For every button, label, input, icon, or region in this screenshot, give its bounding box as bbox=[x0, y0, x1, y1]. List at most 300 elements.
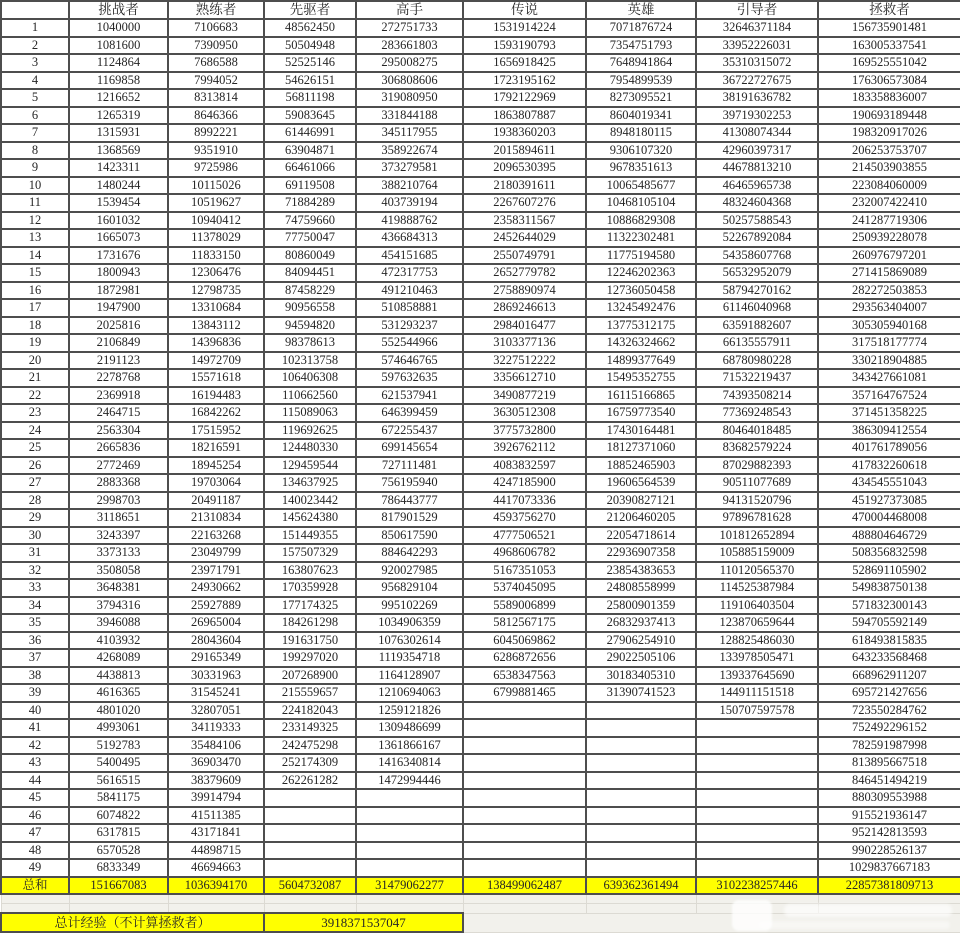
cell: 252174309 bbox=[264, 754, 356, 772]
row-number-cell: 13 bbox=[1, 229, 69, 247]
cell: 8313814 bbox=[168, 89, 264, 107]
cell: 33952226031 bbox=[696, 37, 818, 55]
cell: 528691105902 bbox=[818, 562, 960, 580]
sum-cell: 639362361494 bbox=[586, 877, 696, 895]
cell: 723550284762 bbox=[818, 702, 960, 720]
cell: 343427661081 bbox=[818, 369, 960, 387]
cell: 3946088 bbox=[69, 614, 168, 632]
gap-cell bbox=[168, 904, 264, 914]
cell: 1029837667183 bbox=[818, 859, 960, 877]
row-number-cell: 16 bbox=[1, 282, 69, 300]
row-number-cell: 38 bbox=[1, 667, 69, 685]
cell: 43171841 bbox=[168, 824, 264, 842]
row-number-cell: 17 bbox=[1, 299, 69, 317]
row-number-cell: 1 bbox=[1, 19, 69, 37]
row-number-cell: 48 bbox=[1, 842, 69, 860]
cell: 106406308 bbox=[264, 369, 356, 387]
table-row bbox=[1, 404, 960, 422]
cell: 128825486030 bbox=[696, 632, 818, 650]
row-number-cell: 19 bbox=[1, 334, 69, 352]
cell: 574646765 bbox=[356, 352, 463, 370]
cell: 2563304 bbox=[69, 422, 168, 440]
row-number-cell: 5 bbox=[1, 89, 69, 107]
cell: 32646371184 bbox=[696, 19, 818, 37]
cell: 6317815 bbox=[69, 824, 168, 842]
cell: 1265319 bbox=[69, 107, 168, 125]
cell: 25927889 bbox=[168, 597, 264, 615]
row-number-cell: 40 bbox=[1, 702, 69, 720]
cell bbox=[463, 789, 586, 807]
cell: 224182043 bbox=[264, 702, 356, 720]
cell: 2998703 bbox=[69, 492, 168, 510]
table-row bbox=[1, 317, 960, 335]
table-row bbox=[1, 229, 960, 247]
cell: 150707597578 bbox=[696, 702, 818, 720]
cell: 21310834 bbox=[168, 509, 264, 527]
cell: 114525387984 bbox=[696, 579, 818, 597]
row-number-cell: 44 bbox=[1, 772, 69, 790]
cell: 66135557911 bbox=[696, 334, 818, 352]
table-row bbox=[1, 299, 960, 317]
cell: 170359928 bbox=[264, 579, 356, 597]
cell: 5192783 bbox=[69, 737, 168, 755]
cell: 813895667518 bbox=[818, 754, 960, 772]
cell: 6799881465 bbox=[463, 684, 586, 702]
cell bbox=[696, 754, 818, 772]
cell: 6538347563 bbox=[463, 667, 586, 685]
cell: 436684313 bbox=[356, 229, 463, 247]
cell: 2464715 bbox=[69, 404, 168, 422]
row-number-cell: 34 bbox=[1, 597, 69, 615]
cell: 12306476 bbox=[168, 264, 264, 282]
cell: 358922674 bbox=[356, 142, 463, 160]
grand-total-empty bbox=[463, 913, 960, 932]
cell: 1216652 bbox=[69, 89, 168, 107]
cell bbox=[696, 737, 818, 755]
sum-label: 总和 bbox=[1, 877, 69, 895]
cell bbox=[463, 807, 586, 825]
cell: 169525551042 bbox=[818, 54, 960, 72]
cell: 52267892084 bbox=[696, 229, 818, 247]
cell: 282272503853 bbox=[818, 282, 960, 300]
gap-row bbox=[1, 904, 960, 914]
cell: 7390950 bbox=[168, 37, 264, 55]
cell: 1040000 bbox=[69, 19, 168, 37]
table-row bbox=[1, 614, 960, 632]
cell: 110662560 bbox=[264, 387, 356, 405]
cell: 262261282 bbox=[264, 772, 356, 790]
cell: 12736050458 bbox=[586, 282, 696, 300]
row-number-cell: 46 bbox=[1, 807, 69, 825]
row-number-cell: 39 bbox=[1, 684, 69, 702]
cell: 727111481 bbox=[356, 457, 463, 475]
cell: 510858881 bbox=[356, 299, 463, 317]
table-row bbox=[1, 562, 960, 580]
cell: 1076302614 bbox=[356, 632, 463, 650]
cell: 2550749791 bbox=[463, 247, 586, 265]
cell bbox=[264, 807, 356, 825]
cell: 177174325 bbox=[264, 597, 356, 615]
row-number-cell: 32 bbox=[1, 562, 69, 580]
gap-row bbox=[1, 894, 960, 904]
grand-total-row bbox=[1, 913, 960, 932]
cell: 145624380 bbox=[264, 509, 356, 527]
cell: 5616515 bbox=[69, 772, 168, 790]
cell: 317518177774 bbox=[818, 334, 960, 352]
cell: 30331963 bbox=[168, 667, 264, 685]
cell: 18127371060 bbox=[586, 439, 696, 457]
cell: 915521936147 bbox=[818, 807, 960, 825]
sum-cell: 22857381809713 bbox=[818, 877, 960, 895]
cell: 83682579224 bbox=[696, 439, 818, 457]
cell: 22163268 bbox=[168, 527, 264, 545]
gap-cell bbox=[463, 894, 586, 904]
cell: 10065485677 bbox=[586, 177, 696, 195]
cell: 3243397 bbox=[69, 527, 168, 545]
cell: 3490877219 bbox=[463, 387, 586, 405]
cell: 94131520796 bbox=[696, 492, 818, 510]
cell: 10519627 bbox=[168, 194, 264, 212]
cell bbox=[586, 824, 696, 842]
cell: 26832937413 bbox=[586, 614, 696, 632]
cell: 80860049 bbox=[264, 247, 356, 265]
cell: 214503903855 bbox=[818, 159, 960, 177]
cell: 176306573084 bbox=[818, 72, 960, 90]
cell: 597632635 bbox=[356, 369, 463, 387]
row-number-cell: 4 bbox=[1, 72, 69, 90]
cell: 54358607768 bbox=[696, 247, 818, 265]
cell bbox=[264, 789, 356, 807]
row-number-cell: 36 bbox=[1, 632, 69, 650]
cell: 357164767524 bbox=[818, 387, 960, 405]
cell bbox=[463, 772, 586, 790]
cell: 183358836007 bbox=[818, 89, 960, 107]
cell: 16115166865 bbox=[586, 387, 696, 405]
cell: 618493815835 bbox=[818, 632, 960, 650]
cell: 643233568468 bbox=[818, 649, 960, 667]
cell: 250939228078 bbox=[818, 229, 960, 247]
cell: 38379609 bbox=[168, 772, 264, 790]
table-row bbox=[1, 772, 960, 790]
cell: 306808606 bbox=[356, 72, 463, 90]
cell bbox=[356, 859, 463, 877]
cell: 3356612710 bbox=[463, 369, 586, 387]
cell: 101812652894 bbox=[696, 527, 818, 545]
cell: 215559657 bbox=[264, 684, 356, 702]
table-row bbox=[1, 282, 960, 300]
cell bbox=[586, 719, 696, 737]
row-number-cell: 14 bbox=[1, 247, 69, 265]
table-row bbox=[1, 124, 960, 142]
cell: 4247185900 bbox=[463, 474, 586, 492]
grand-total-value: 3918371537047 bbox=[264, 913, 463, 932]
cell: 850617590 bbox=[356, 527, 463, 545]
cell bbox=[586, 737, 696, 755]
table-row bbox=[1, 89, 960, 107]
cell: 9351910 bbox=[168, 142, 264, 160]
cell: 1863807887 bbox=[463, 107, 586, 125]
table-row bbox=[1, 194, 960, 212]
cell: 646399459 bbox=[356, 404, 463, 422]
cell: 884642293 bbox=[356, 544, 463, 562]
column-header: 先驱者 bbox=[264, 1, 356, 19]
cell: 50257588543 bbox=[696, 212, 818, 230]
cell: 8948180115 bbox=[586, 124, 696, 142]
gap-cell bbox=[168, 894, 264, 904]
cell bbox=[696, 842, 818, 860]
table-row bbox=[1, 369, 960, 387]
cell: 119106403504 bbox=[696, 597, 818, 615]
cell: 1800943 bbox=[69, 264, 168, 282]
table-row bbox=[1, 509, 960, 527]
cell: 401761789056 bbox=[818, 439, 960, 457]
cell: 8273095521 bbox=[586, 89, 696, 107]
cell: 2358311567 bbox=[463, 212, 586, 230]
cell: 71532219437 bbox=[696, 369, 818, 387]
row-number-cell: 30 bbox=[1, 527, 69, 545]
grand-total-label: 总计经验（不计算拯救者） bbox=[1, 913, 264, 932]
cell: 156735901481 bbox=[818, 19, 960, 37]
table-row bbox=[1, 754, 960, 772]
cell: 46694663 bbox=[168, 859, 264, 877]
cell: 19606564539 bbox=[586, 474, 696, 492]
cell: 4593756270 bbox=[463, 509, 586, 527]
cell bbox=[264, 859, 356, 877]
cell: 319080950 bbox=[356, 89, 463, 107]
cell: 1731676 bbox=[69, 247, 168, 265]
table-row bbox=[1, 789, 960, 807]
cell: 28043604 bbox=[168, 632, 264, 650]
table-row bbox=[1, 212, 960, 230]
cell bbox=[696, 719, 818, 737]
cell: 2106849 bbox=[69, 334, 168, 352]
cell: 124480330 bbox=[264, 439, 356, 457]
table-row bbox=[1, 544, 960, 562]
cell: 4438813 bbox=[69, 667, 168, 685]
cell: 23049799 bbox=[168, 544, 264, 562]
cell: 7354751793 bbox=[586, 37, 696, 55]
cell: 3648381 bbox=[69, 579, 168, 597]
cell: 41511385 bbox=[168, 807, 264, 825]
cell: 920027985 bbox=[356, 562, 463, 580]
cell: 23971791 bbox=[168, 562, 264, 580]
cell: 233149325 bbox=[264, 719, 356, 737]
cell: 16194483 bbox=[168, 387, 264, 405]
cell: 260976797201 bbox=[818, 247, 960, 265]
cell: 223084060009 bbox=[818, 177, 960, 195]
cell: 133978505471 bbox=[696, 649, 818, 667]
cell: 1665073 bbox=[69, 229, 168, 247]
cell: 13843112 bbox=[168, 317, 264, 335]
cell bbox=[463, 754, 586, 772]
cell: 52525146 bbox=[264, 54, 356, 72]
cell: 8604019341 bbox=[586, 107, 696, 125]
cell: 97896781628 bbox=[696, 509, 818, 527]
gap-cell bbox=[356, 904, 463, 914]
cell: 2758890974 bbox=[463, 282, 586, 300]
row-number-cell: 42 bbox=[1, 737, 69, 755]
cell: 11833150 bbox=[168, 247, 264, 265]
cell: 7994052 bbox=[168, 72, 264, 90]
cell: 2665836 bbox=[69, 439, 168, 457]
cell: 12246202363 bbox=[586, 264, 696, 282]
cell: 956829104 bbox=[356, 579, 463, 597]
row-number-cell: 37 bbox=[1, 649, 69, 667]
cell: 10468105104 bbox=[586, 194, 696, 212]
sum-cell: 31479062277 bbox=[356, 877, 463, 895]
cell: 4083832597 bbox=[463, 457, 586, 475]
cell: 3508058 bbox=[69, 562, 168, 580]
cell: 242475298 bbox=[264, 737, 356, 755]
cell: 2869246613 bbox=[463, 299, 586, 317]
cell: 68780980228 bbox=[696, 352, 818, 370]
cell: 35310315072 bbox=[696, 54, 818, 72]
cell: 13775312175 bbox=[586, 317, 696, 335]
cell: 9678351613 bbox=[586, 159, 696, 177]
cell: 71884289 bbox=[264, 194, 356, 212]
cell bbox=[586, 859, 696, 877]
cell: 4801020 bbox=[69, 702, 168, 720]
gap-cell bbox=[264, 904, 356, 914]
cell: 2883368 bbox=[69, 474, 168, 492]
cell bbox=[696, 859, 818, 877]
cell: 44898715 bbox=[168, 842, 264, 860]
row-number-cell: 18 bbox=[1, 317, 69, 335]
cell: 5812567175 bbox=[463, 614, 586, 632]
cell bbox=[356, 824, 463, 842]
cell: 699145654 bbox=[356, 439, 463, 457]
table-row bbox=[1, 527, 960, 545]
cell: 7686588 bbox=[168, 54, 264, 72]
cell: 817901529 bbox=[356, 509, 463, 527]
row-number-cell: 25 bbox=[1, 439, 69, 457]
cell: 199297020 bbox=[264, 649, 356, 667]
cell: 163807623 bbox=[264, 562, 356, 580]
cell: 15495352755 bbox=[586, 369, 696, 387]
table-row bbox=[1, 632, 960, 650]
table-row bbox=[1, 684, 960, 702]
row-number-cell: 3 bbox=[1, 54, 69, 72]
row-number-cell: 28 bbox=[1, 492, 69, 510]
cell: 80464018485 bbox=[696, 422, 818, 440]
cell: 2984016477 bbox=[463, 317, 586, 335]
cell: 4993061 bbox=[69, 719, 168, 737]
sum-row bbox=[1, 877, 960, 895]
cell: 94594820 bbox=[264, 317, 356, 335]
cell bbox=[264, 842, 356, 860]
gap-cell bbox=[264, 894, 356, 904]
cell: 295008275 bbox=[356, 54, 463, 72]
cell: 23854383653 bbox=[586, 562, 696, 580]
cell bbox=[586, 807, 696, 825]
cell: 30183405310 bbox=[586, 667, 696, 685]
cell: 2015894611 bbox=[463, 142, 586, 160]
cell: 594705592149 bbox=[818, 614, 960, 632]
cell: 2180391611 bbox=[463, 177, 586, 195]
cell: 184261298 bbox=[264, 614, 356, 632]
cell: 1124864 bbox=[69, 54, 168, 72]
gap-cell bbox=[69, 894, 168, 904]
sum-cell: 1036394170 bbox=[168, 877, 264, 895]
gap-cell bbox=[1, 894, 69, 904]
cell: 472317753 bbox=[356, 264, 463, 282]
cell: 50504948 bbox=[264, 37, 356, 55]
cell: 331844188 bbox=[356, 107, 463, 125]
cell: 74393508214 bbox=[696, 387, 818, 405]
cell bbox=[463, 702, 586, 720]
cell: 22054718614 bbox=[586, 527, 696, 545]
row-number-cell: 33 bbox=[1, 579, 69, 597]
gap-cell bbox=[1, 904, 69, 914]
cell bbox=[463, 859, 586, 877]
column-header: 传说 bbox=[463, 1, 586, 19]
cell: 14899377649 bbox=[586, 352, 696, 370]
cell: 77369248543 bbox=[696, 404, 818, 422]
row-number-cell: 15 bbox=[1, 264, 69, 282]
cell: 69119508 bbox=[264, 177, 356, 195]
table-row bbox=[1, 597, 960, 615]
cell: 110120565370 bbox=[696, 562, 818, 580]
cell: 491210463 bbox=[356, 282, 463, 300]
cell: 38191636782 bbox=[696, 89, 818, 107]
cell: 90956558 bbox=[264, 299, 356, 317]
cell: 417832260618 bbox=[818, 457, 960, 475]
cell: 4616365 bbox=[69, 684, 168, 702]
cell: 995102269 bbox=[356, 597, 463, 615]
cell: 3103377136 bbox=[463, 334, 586, 352]
cell: 27906254910 bbox=[586, 632, 696, 650]
table-row bbox=[1, 247, 960, 265]
table-bottom bbox=[1, 877, 960, 933]
cell: 2772469 bbox=[69, 457, 168, 475]
cell: 11378029 bbox=[168, 229, 264, 247]
cell: 1723195162 bbox=[463, 72, 586, 90]
column-header: 英雄 bbox=[586, 1, 696, 19]
cell: 1315931 bbox=[69, 124, 168, 142]
cell: 1601032 bbox=[69, 212, 168, 230]
cell bbox=[696, 772, 818, 790]
cell: 87029882393 bbox=[696, 457, 818, 475]
table-row bbox=[1, 107, 960, 125]
cell: 46465965738 bbox=[696, 177, 818, 195]
cell: 488804646729 bbox=[818, 527, 960, 545]
cell: 388210764 bbox=[356, 177, 463, 195]
cell: 13245492476 bbox=[586, 299, 696, 317]
cell: 2652779782 bbox=[463, 264, 586, 282]
table-header bbox=[1, 1, 960, 19]
gap-cell bbox=[69, 904, 168, 914]
cell: 6833349 bbox=[69, 859, 168, 877]
cell: 3775732800 bbox=[463, 422, 586, 440]
cell: 386309412554 bbox=[818, 422, 960, 440]
cell: 18945254 bbox=[168, 457, 264, 475]
row-number-cell: 49 bbox=[1, 859, 69, 877]
row-number-cell: 21 bbox=[1, 369, 69, 387]
cell: 1539454 bbox=[69, 194, 168, 212]
cell: 36722727675 bbox=[696, 72, 818, 90]
cell: 508356832598 bbox=[818, 544, 960, 562]
row-number-cell: 45 bbox=[1, 789, 69, 807]
cell: 786443777 bbox=[356, 492, 463, 510]
cell bbox=[356, 789, 463, 807]
cell: 31390741523 bbox=[586, 684, 696, 702]
cell: 66461066 bbox=[264, 159, 356, 177]
cell: 14326324662 bbox=[586, 334, 696, 352]
cell: 3630512308 bbox=[463, 404, 586, 422]
cell: 6045069862 bbox=[463, 632, 586, 650]
cell: 880309553988 bbox=[818, 789, 960, 807]
cell: 10115026 bbox=[168, 177, 264, 195]
